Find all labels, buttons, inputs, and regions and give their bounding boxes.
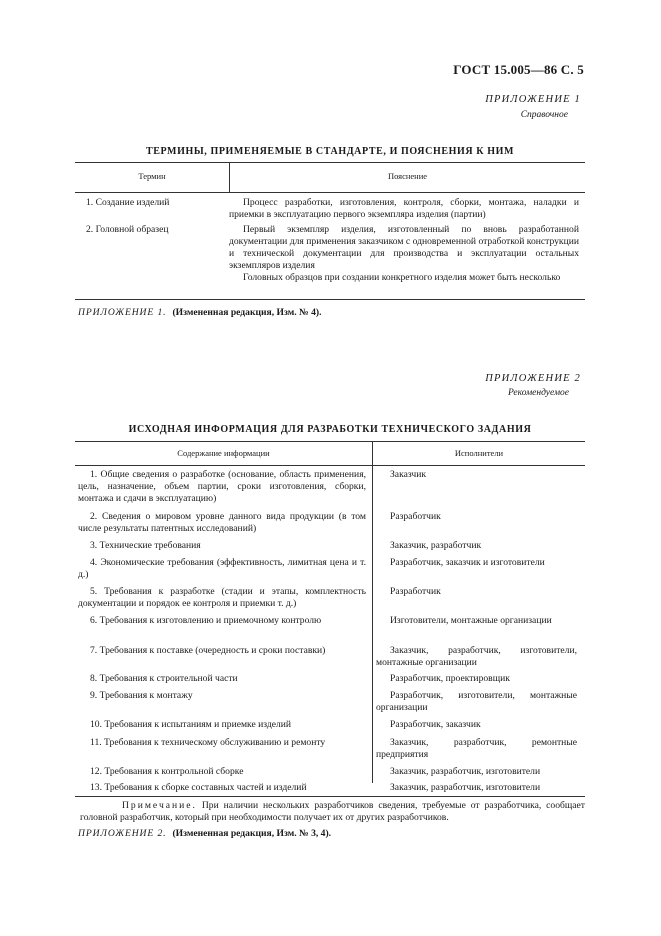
appendix-2-status: Рекомендуемое — [507, 388, 569, 398]
appendix-2-label: ПРИЛОЖЕНИЕ 2 — [485, 373, 581, 384]
table-header-rule — [75, 465, 585, 466]
info-row-7-executors: Заказчик, разработчик, изготовители, монтажные организации — [376, 645, 577, 668]
info-row-5-content: 5. Требования к разработке (стадии и этапы, комплектность документации и порядок ее контроля и приемки т. д.) — [78, 586, 366, 609]
appendix-2-edit-text: (Измененная редакция, Изм. № 3, 4). — [172, 828, 332, 839]
appendix-2-title: ИСХОДНАЯ ИНФОРМАЦИЯ ДЛЯ РАЗРАБОТКИ ТЕХНИЧЕСКОГО ЗАДАНИЯ — [128, 424, 532, 435]
appendix-2-edit-note — [78, 828, 331, 839]
info-row-8-content: 8. Требования к строительной части — [90, 673, 238, 684]
table-top-rule — [75, 162, 585, 163]
info-row-8-executors: Разработчик, проектировщик — [390, 673, 510, 684]
info-row-3-executors: Заказчик, разработчик — [390, 540, 482, 551]
term-2: 2. Головной образец — [86, 224, 169, 235]
column-header-executors: Исполнители — [454, 448, 504, 458]
appendix-1-edit-text: (Измененная редакция, Изм. № 4). — [172, 307, 322, 318]
explanation-1: Процесс разработки, изготовления, контроля, сборки, монтажа, наладки и приемки в эксплуатацию первого экземпляра изделия (партии) — [229, 197, 579, 220]
info-row-3-content: 3. Технические требования — [90, 540, 201, 551]
info-row-5-executors: Разработчик — [390, 586, 441, 597]
info-row-9-content: 9. Требования к монтажу — [90, 690, 193, 701]
info-row-2-content: 2. Сведения о мировом уровне данного вида продукции (в том числе результаты патентных исследований) — [78, 511, 366, 534]
table-top-rule — [75, 441, 585, 442]
table-bottom-rule — [75, 299, 585, 300]
appendix-1-edit-label: ПРИЛОЖЕНИЕ 1. — [78, 307, 167, 318]
page-header: ГОСТ 15.005—86 С. 5 — [453, 62, 584, 77]
info-row-10-executors: Разработчик, заказчик — [390, 719, 481, 730]
info-row-12-content: 12. Требования к контрольной сборке — [90, 766, 244, 777]
info-row-7-content: 7. Требования к поставке (очередность и сроки поставки) — [90, 645, 326, 656]
column-header-content: Содержание информации — [177, 448, 270, 458]
column-divider-body — [372, 465, 373, 783]
explanation-2: Первый экземпляр изделия, изготовленный по вновь разработанной документации для применения заказчиком с одновременной отработкой конструкции и технической документации для производства и эксплуатации остальных экземпляров изделия — [229, 224, 579, 271]
info-row-13-executors: Заказчик, разработчик, изготовители — [390, 782, 541, 793]
appendix-1-label: ПРИЛОЖЕНИЕ 1 — [485, 94, 581, 105]
note-label: Примечание. — [122, 800, 197, 811]
info-row-10-content: 10. Требования к испытаниям и приемке изделий — [90, 719, 292, 730]
info-row-9-executors: Разработчик, изготовители, монтажные организации — [376, 690, 577, 713]
info-row-6-executors: Изготовители, монтажные организации — [390, 615, 552, 626]
appendix-2-edit-label: ПРИЛОЖЕНИЕ 2. — [78, 828, 167, 839]
appendix-1-edit-note — [78, 307, 321, 318]
info-row-2-executors: Разработчик — [390, 511, 441, 522]
appendix-1-status: Справочное — [520, 110, 568, 120]
table-bottom-rule — [75, 796, 585, 797]
note-text: При наличии нескольких разработчиков сведения, требуемые от разработчика, сообщает головной разработчик, который при необходимости получает их от других разработчиков. — [80, 800, 585, 823]
info-row-4-content: 4. Экономические требования (эффективность, лимитная цена и т. д.) — [78, 557, 366, 580]
column-header-explanation: Пояснение — [387, 171, 428, 181]
info-row-13-content: 13. Требования к сборке составных частей и изделий — [90, 782, 307, 793]
table-header-rule — [75, 192, 585, 193]
appendix-2-note — [80, 800, 585, 824]
info-row-1-executors: Заказчик — [390, 469, 427, 480]
info-row-4-executors: Разработчик, заказчик и изготовители — [390, 557, 545, 568]
info-row-1-content: 1. Общие сведения о разработке (основание, область применения, цель, назначение, объем партии, сроки изготовления, сборки, монтажа и сдачи в эксплуатацию) — [78, 469, 366, 504]
appendix-1-title: ТЕРМИНЫ, ПРИМЕНЯЕМЫЕ В СТАНДАРТЕ, И ПОЯСНЕНИЯ К НИМ — [145, 146, 515, 157]
info-row-11-content: 11. Требования к техническому обслуживанию и ремонту — [90, 737, 326, 748]
info-row-6-content: 6. Требования к изготовлению и приемочному контролю — [90, 615, 322, 626]
column-header-term: Термин — [138, 171, 166, 181]
info-row-11-executors: Заказчик, разработчик, ремонтные предприятия — [376, 737, 577, 760]
explanation-2-cont: Головных образцов при создании конкретного изделия может быть несколько — [243, 272, 561, 283]
info-row-12-executors: Заказчик, разработчик, изготовители — [390, 766, 541, 777]
term-1: 1. Создание изделий — [86, 197, 170, 208]
